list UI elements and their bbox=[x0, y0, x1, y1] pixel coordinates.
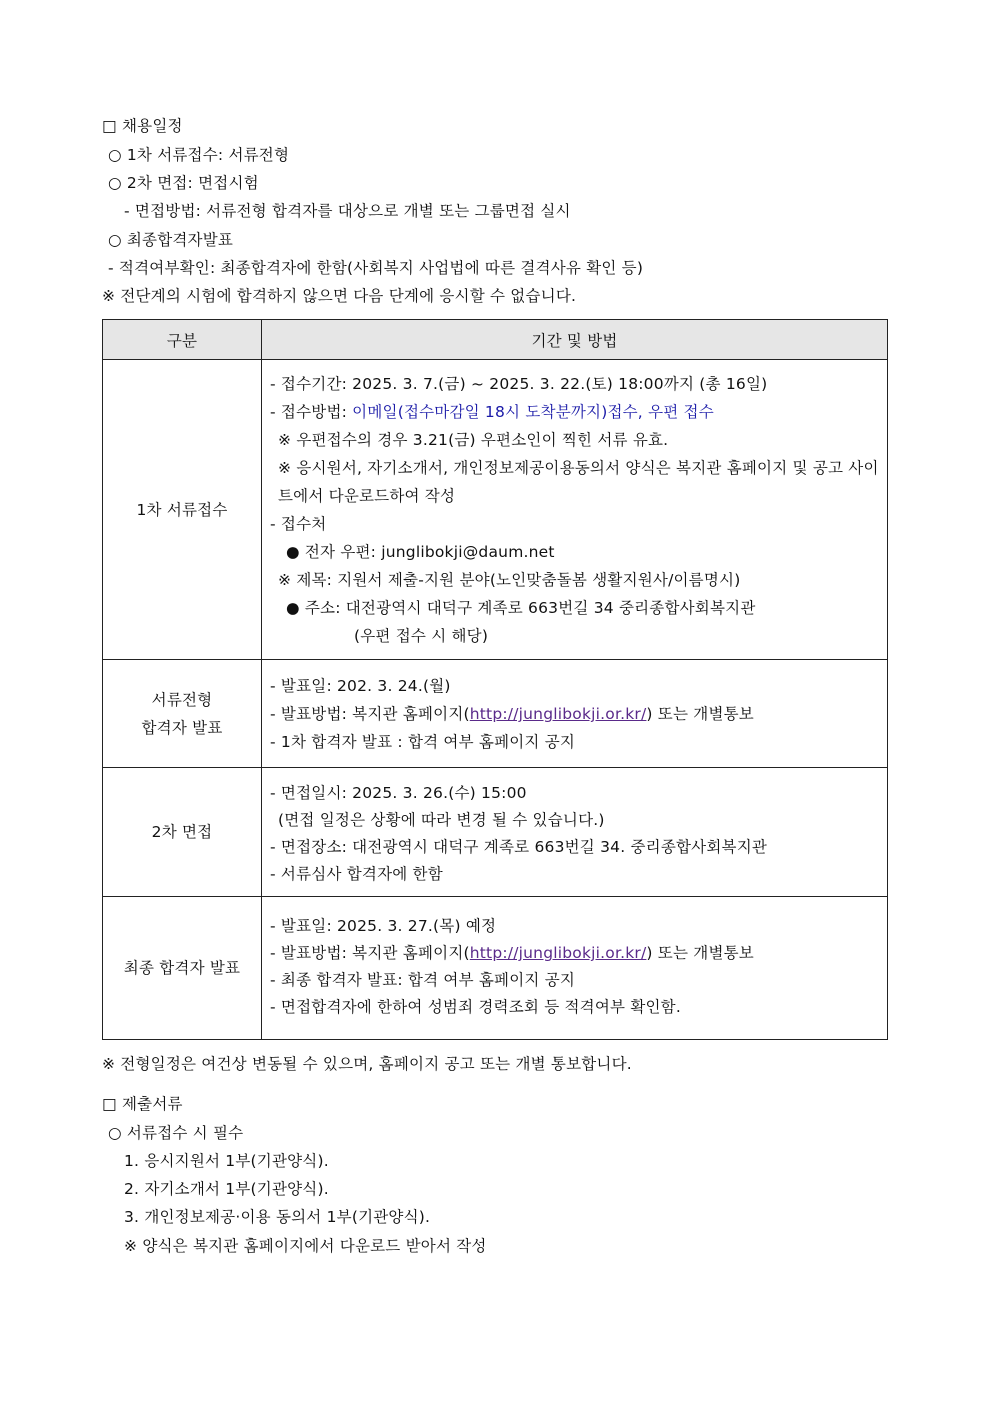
documents-heading: □ 제출서류 bbox=[102, 1095, 183, 1113]
postal-address: ● 주소: 대전광역시 대덕구 계족로 663번길 34 중리종합사회복지관 bbox=[286, 599, 756, 617]
application-method-value: 이메일(접수마감일 18시 도착분까지)접수, 우편 접수 bbox=[352, 403, 714, 421]
final-announcement-date: - 발표일: 2025. 3. 27.(목) 예정 bbox=[270, 917, 497, 935]
application-method bbox=[270, 398, 881, 426]
row-details bbox=[262, 360, 888, 660]
announcement-note: - 1차 합격자 발표 : 합격 여부 홈페이지 공지 bbox=[270, 733, 576, 751]
forms-note: ※ 응시원서, 자기소개서, 개인정보제공이용동의서 양식은 복지관 홈페이지 및 공고 사이트에서 다운로드하여 작성 bbox=[278, 459, 879, 505]
postal-address-note: (우편 접수 시 해당) bbox=[354, 627, 489, 645]
table-header-row bbox=[103, 320, 888, 360]
schedule-item-final: ○ 최종합격자발표 bbox=[108, 231, 234, 249]
row-details bbox=[262, 768, 888, 897]
submission-place-label: - 접수처 bbox=[270, 515, 327, 533]
announcement-method-label: - 발표방법: 복지관 홈페이지( bbox=[270, 705, 470, 723]
final-announcement-method-label: - 발표방법: 복지관 홈페이지( bbox=[270, 944, 470, 962]
documents-note: ※ 양식은 복지관 홈페이지에서 다운로드 받아서 작성 bbox=[124, 1237, 487, 1255]
interview-datetime: - 면접일시: 2025. 3. 26.(수) 15:00 bbox=[270, 784, 527, 802]
final-announcement-method-suffix: ) 또는 개별통보 bbox=[646, 944, 754, 962]
schedule-notice: ※ 전단계의 시험에 합격하지 않으면 다음 단계에 응시할 수 없습니다. bbox=[102, 287, 577, 305]
documents-subheading: ○ 서류접수 시 필수 bbox=[108, 1124, 244, 1142]
homepage-link[interactable]: http://junglibokji.or.kr/ bbox=[469, 944, 647, 962]
table-row bbox=[103, 660, 888, 768]
row-category: 2차 면접 bbox=[103, 768, 262, 897]
table-row bbox=[103, 360, 888, 660]
table-row bbox=[103, 897, 888, 1040]
background-check-note: - 면접합격자에 한하여 성범죄 경력조회 등 적격여부 확인함. bbox=[270, 998, 681, 1016]
final-announcement-method bbox=[270, 940, 881, 967]
interview-schedule-note: (면접 일정은 상황에 따라 변경 될 수 있습니다.) bbox=[278, 811, 605, 829]
header-category: 구분 bbox=[103, 320, 262, 360]
final-announcement-note: - 최종 합격자 발표: 합격 여부 홈페이지 공지 bbox=[270, 971, 576, 989]
row-category-line2: 합격자 발표 bbox=[141, 718, 223, 737]
email-address: ● 전자 우편: junglibokji@daum.net bbox=[286, 543, 555, 561]
email-subject-note: ※ 제목: 지원서 제출-지원 분야(노인맞춤돌봄 생활지원사/이름명시) bbox=[278, 571, 741, 589]
document-item: 3. 개인정보제공·이용 동의서 1부(기관양식). bbox=[124, 1208, 431, 1226]
header-period-method: 기간 및 방법 bbox=[262, 320, 888, 360]
schedule-heading: □ 채용일정 bbox=[102, 117, 183, 135]
eligibility-check-text: - 적격여부확인: 최종합격자에 한함(사회복지 사업법에 따른 결격사유 확인 등) bbox=[108, 259, 644, 277]
schedule-table bbox=[102, 319, 888, 1040]
row-details bbox=[262, 897, 888, 1040]
interview-eligibility: - 서류심사 합격자에 한함 bbox=[270, 865, 443, 883]
application-method-label: - 접수방법: bbox=[270, 403, 353, 421]
row-category-line1: 서류전형 bbox=[151, 690, 213, 709]
document-item: 1. 응시지원서 1부(기관양식). bbox=[124, 1152, 329, 1170]
interview-method-text: - 면접방법: 서류전형 합격자를 대상으로 개별 또는 그룹면접 실시 bbox=[124, 202, 571, 220]
interview-place: - 면접장소: 대전광역시 대덕구 계족로 663번길 34. 중리종합사회복지관 bbox=[270, 838, 768, 856]
postal-note: ※ 우편접수의 경우 3.21(금) 우편소인이 찍힌 서류 유효. bbox=[278, 431, 669, 449]
announcement-date: - 발표일: 202. 3. 24.(월) bbox=[270, 677, 451, 695]
row-category bbox=[103, 660, 262, 768]
schedule-change-notice: ※ 전형일정은 여건상 변동될 수 있으며, 홈페이지 공고 또는 개별 통보합니다. bbox=[102, 1055, 632, 1073]
homepage-link[interactable]: http://junglibokji.or.kr/ bbox=[469, 705, 647, 723]
schedule-item-second-round: ○ 2차 면접: 면접시험 bbox=[108, 174, 259, 192]
announcement-method-suffix: ) 또는 개별통보 bbox=[646, 705, 754, 723]
document-item: 2. 자기소개서 1부(기관양식). bbox=[124, 1180, 329, 1198]
table-row bbox=[103, 768, 888, 897]
row-category: 최종 합격자 발표 bbox=[103, 897, 262, 1040]
application-period: - 접수기간: 2025. 3. 7.(금) ~ 2025. 3. 22.(토) 18:00까지 (총 16일) bbox=[270, 375, 768, 393]
row-details bbox=[262, 660, 888, 768]
row-category: 1차 서류접수 bbox=[103, 360, 262, 660]
schedule-item-first-round: ○ 1차 서류접수: 서류전형 bbox=[108, 146, 290, 164]
announcement-method bbox=[270, 700, 881, 728]
